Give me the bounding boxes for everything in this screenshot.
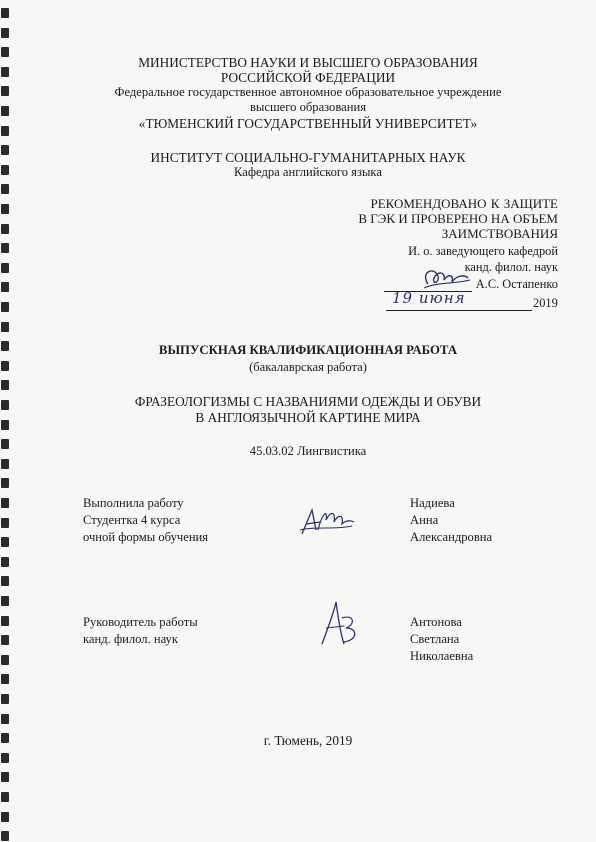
binding-hole — [1, 439, 9, 449]
author-role-line-2: Студентка 4 курса — [83, 513, 181, 527]
binding-hole — [1, 557, 9, 567]
binding-hole — [1, 224, 9, 234]
binding-hole — [1, 616, 9, 626]
institution-line-2: высшего образования — [249, 100, 366, 114]
binding-hole — [1, 8, 9, 18]
binding-hole — [1, 86, 9, 96]
institution-line-1: Федеральное государственное автономное образовательное учреждение — [114, 85, 502, 99]
binding-hole — [1, 302, 9, 312]
binding-hole — [1, 400, 9, 410]
author-role-line-3: очной формы обучения — [83, 530, 209, 544]
author-patronymic: Александровна — [410, 530, 493, 544]
approval-name: А.С. Остапенко — [475, 277, 558, 291]
institute-name: ИНСТИТУТ СОЦИАЛЬНО-ГУМАНИТАРНЫХ НАУК — [150, 150, 466, 165]
approval-head-title: И. о. заведующего кафедрой — [408, 244, 558, 258]
supervisor-role-line-2: канд. филол. наук — [83, 632, 178, 646]
binding-hole — [1, 28, 9, 38]
department-name: Кафедра английского языка — [234, 165, 382, 179]
binding-hole — [1, 792, 9, 802]
binding-hole — [1, 204, 9, 214]
binding-hole — [1, 106, 9, 116]
binding-hole — [1, 596, 9, 606]
binding-hole — [1, 518, 9, 528]
binding-hole — [1, 243, 9, 253]
binding-hole — [1, 694, 9, 704]
approval-date-handwritten: 19 июня — [392, 289, 466, 307]
binding-hole — [1, 714, 9, 724]
binding-hole — [1, 67, 9, 77]
author-first-name: Анна — [410, 513, 439, 527]
specialty: 45.03.02 Лингвистика — [249, 444, 367, 458]
supervisor-role-line-1: Руководитель работы — [83, 615, 198, 629]
binding-hole — [1, 145, 9, 155]
approval-degree: канд. филол. наук — [464, 260, 558, 274]
work-title-line-1: ФРАЗЕОЛОГИЗМЫ С НАЗВАНИЯМИ ОДЕЖДЫ И ОБУВИ — [134, 394, 482, 409]
work-type: ВЫПУСКНАЯ КВАЛИФИКАЦИОННАЯ РАБОТА — [158, 343, 458, 357]
binding-hole — [1, 282, 9, 292]
binding-hole — [1, 184, 9, 194]
binding-hole — [1, 753, 9, 763]
binding-hole — [1, 126, 9, 136]
work-title-line-2: В АНГЛОЯЗЫЧНОЙ КАРТИНЕ МИРА — [195, 410, 421, 425]
supervisor-signature — [314, 598, 362, 650]
binding-hole — [1, 263, 9, 273]
approval-line-3: ЗАИМСТВОВАНИЯ — [441, 226, 558, 241]
binding-hole — [1, 812, 9, 822]
author-signature — [296, 500, 358, 540]
binding-hole — [1, 537, 9, 547]
supervisor-surname: Антонова — [410, 615, 462, 629]
university-name: «ТЮМЕНСКИЙ ГОСУДАРСТВЕННЫЙ УНИВЕРСИТЕТ» — [138, 116, 478, 131]
ministry-line-1: МИНИСТЕРСТВО НАУКИ И ВЫСШЕГО ОБРАЗОВАНИЯ — [138, 55, 478, 70]
binding-hole — [1, 831, 9, 841]
binding-hole — [1, 478, 9, 488]
binding-hole — [1, 772, 9, 782]
binding-strip — [0, 0, 12, 842]
binding-hole — [1, 733, 9, 743]
ministry-line-2: РОССИЙСКОЙ ФЕДЕРАЦИИ — [220, 70, 396, 85]
binding-hole — [1, 674, 9, 684]
work-subtype: (бакалаврская работа) — [249, 360, 367, 374]
binding-hole — [1, 165, 9, 175]
binding-hole — [1, 47, 9, 57]
binding-hole — [1, 459, 9, 469]
binding-hole — [1, 322, 9, 332]
binding-hole — [1, 380, 9, 390]
place-and-year: г. Тюмень, 2019 — [263, 733, 353, 748]
binding-hole — [1, 361, 9, 371]
author-surname: Надиева — [410, 496, 455, 510]
approval-date-line — [386, 310, 532, 311]
binding-hole — [1, 341, 9, 351]
approval-line-1: РЕКОМЕНДОВАНО К ЗАЩИТЕ — [370, 196, 558, 211]
binding-hole — [1, 498, 9, 508]
approval-year: 2019 — [533, 296, 558, 310]
supervisor-patronymic: Николаевна — [410, 649, 474, 663]
author-role-line-1: Выполнила работу — [83, 496, 184, 510]
binding-hole — [1, 635, 9, 645]
binding-hole — [1, 655, 9, 665]
supervisor-first-name: Светлана — [410, 632, 460, 646]
binding-hole — [1, 420, 9, 430]
approval-line-2: В ГЭК И ПРОВЕРЕНО НА ОБЪЕМ — [358, 211, 558, 226]
binding-hole — [1, 576, 9, 586]
